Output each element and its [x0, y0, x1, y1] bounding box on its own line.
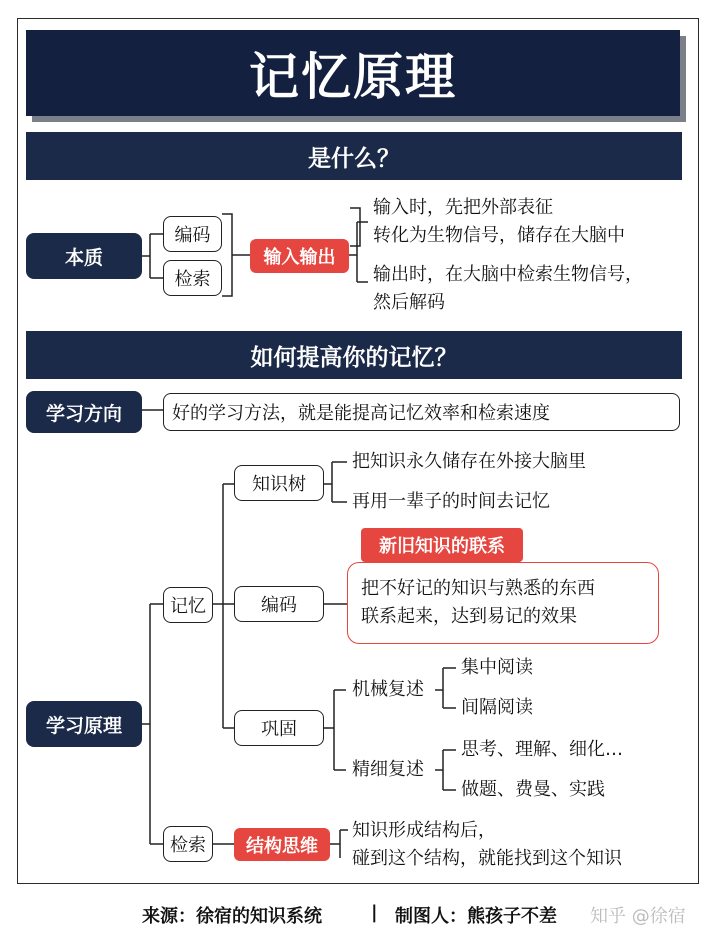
footer-divider: | [371, 902, 378, 923]
mech-item-2: 间隔阅读 [461, 697, 533, 718]
encoding-line-1: 把不好记的知识与熟悉的东西 [361, 578, 595, 599]
node-consolidate: 巩固 [234, 710, 324, 746]
tag-structural-thinking: 结构思维 [234, 828, 330, 861]
node-mechanical-review: 机械复述 [352, 679, 424, 700]
node-memory: 记忆 [163, 587, 213, 623]
node-retrieval-2: 检索 [163, 826, 213, 862]
desc-input-line1: 输入时，先把外部表征 [373, 197, 553, 218]
node-essence: 本质 [26, 233, 142, 279]
node-encoding-2: 编码 [234, 586, 324, 622]
kt-item-2: 再用一辈子的时间去记忆 [352, 491, 550, 512]
node-learning-principle: 学习原理 [26, 701, 142, 747]
struct-line-1: 知识形成结构后， [352, 820, 496, 841]
elab-item-2: 做题、费曼、实践 [461, 779, 605, 800]
footer [0, 896, 720, 932]
page-title: 记忆原理 [249, 48, 457, 106]
struct-line-2: 碰到这个结构，就能找到这个知识 [352, 848, 622, 869]
encoding-line-2: 联系起来，达到易记的效果 [361, 606, 577, 627]
direction-text: 好的学习方法，就是能提高记忆效率和检索速度 [163, 393, 680, 431]
desc-output-line1: 输出时，在大脑中检索生物信号， [373, 264, 643, 285]
section-header-what: 是什么？ [26, 132, 682, 180]
node-knowledge-tree: 知识树 [234, 465, 324, 501]
mech-item-1: 集中阅读 [461, 657, 533, 678]
node-retrieval: 检索 [163, 260, 222, 296]
watermark: 知乎 @徐宿 [590, 906, 686, 927]
kt-item-1: 把知识永久储存在外接大脑里 [352, 451, 586, 472]
tag-new-old-link: 新旧知识的联系 [361, 528, 523, 562]
footer-source: 来源：徐宿的知识系统 [142, 906, 322, 927]
section-header-how: 如何提高你的记忆？ [26, 331, 682, 379]
desc-output-line2: 然后解码 [373, 292, 445, 313]
node-elaborative-review: 精细复述 [352, 759, 424, 780]
desc-input-line2: 转化为生物信号，储存在大脑中 [373, 225, 625, 246]
elab-item-1: 思考、理解、细化… [461, 739, 623, 760]
tag-input-output: 输入输出 [250, 239, 349, 273]
node-encoding: 编码 [163, 216, 222, 252]
node-learning-direction: 学习方向 [26, 391, 142, 433]
footer-maker: 制图人：熊孩子不差 [395, 906, 557, 927]
